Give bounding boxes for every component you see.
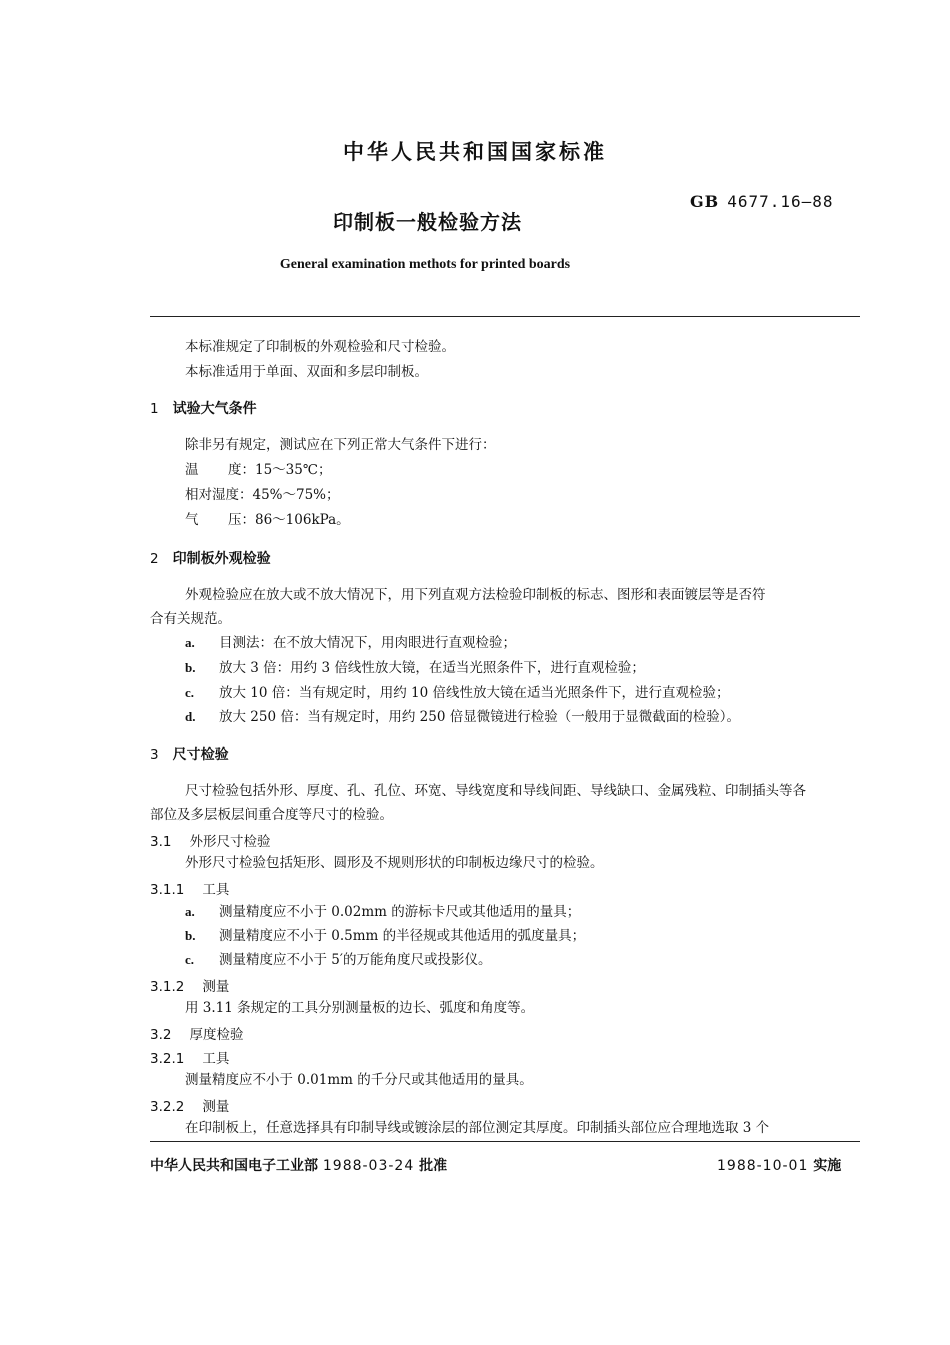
item-text: 放大 3 倍：用约 3 倍线性放大镜，在适当光照条件下，进行直观检验；	[219, 660, 645, 676]
approver: 中华人民共和国电子工业部	[150, 1158, 318, 1174]
subsection-3-1-heading	[150, 830, 270, 850]
item-label: a.	[185, 635, 195, 650]
subsection-3-1-text: 外形尺寸检验包括矩形、圆形及不规则形状的印制板边缘尺寸的检验。	[185, 855, 604, 871]
item-label: d.	[185, 709, 196, 724]
subsection-3-2-2-text: 在印制板上，任意选择具有印制导线或镀涂层的部位测定其厚度。印制插头部位应合理地选取 3 个	[185, 1120, 770, 1136]
condition-pressure	[185, 511, 350, 529]
implementation-date: 1988-10-01	[717, 1158, 809, 1174]
temperature-char-2: 度	[228, 462, 242, 478]
item-text: 测量精度应不小于 5′的万能角度尺或投影仪。	[219, 952, 492, 968]
condition-temperature	[185, 461, 331, 479]
item-label: a.	[185, 904, 195, 919]
approval-word: 批准	[419, 1158, 448, 1174]
subsection-3-1-1-heading	[150, 878, 229, 898]
subsection-title: 工具	[202, 1051, 230, 1067]
intro-line-1: 本标准规定了印制板的外观检验和尺寸检验。	[185, 339, 455, 355]
tool-item-c	[185, 951, 491, 969]
tool-item-a	[185, 903, 580, 921]
subsection-3-2-heading	[150, 1023, 243, 1043]
subsection-number: 3.1.2	[150, 979, 185, 995]
standard-header-title: 中华人民共和国国家标准	[343, 140, 607, 164]
implementation-word: 实施	[813, 1158, 842, 1174]
item-text: 测量精度应不小于 0.5mm 的半径规或其他适用的弧度量具；	[219, 928, 586, 944]
item-text: 放大 10 倍：当有规定时，用约 10 倍线性放大镜在适当光照条件下，进行直观检验；	[219, 685, 730, 701]
approval-date: 1988-03-24	[322, 1158, 415, 1174]
pressure-char-2: 压	[228, 512, 242, 528]
item-label: b.	[185, 660, 196, 675]
section-3-number: 3	[150, 747, 159, 763]
section-1-lead: 除非另有规定，测试应在下列正常大气条件下进行：	[185, 437, 496, 453]
document-title: 印制板一般检验方法	[333, 210, 522, 234]
intro-line-2: 本标准适用于单面、双面和多层印制板。	[185, 364, 428, 380]
section-1-title: 试验大气条件	[172, 401, 257, 417]
section-2-number: 2	[150, 551, 159, 567]
document-subtitle-english: General examination methots for printed boards	[279, 257, 571, 272]
section-2-heading	[150, 548, 271, 568]
subsection-3-1-2-heading	[150, 975, 229, 995]
footer-approval	[150, 1155, 447, 1175]
item-label: b.	[185, 928, 196, 943]
subsection-number: 3.2.1	[150, 1051, 185, 1067]
section-1-heading	[150, 398, 257, 418]
subsection-3-2-2-heading	[150, 1095, 229, 1115]
item-label: c.	[185, 952, 195, 967]
section-3-heading	[150, 744, 229, 764]
pressure-value: ：86～106kPa。	[241, 512, 350, 528]
footer-implementation	[717, 1155, 841, 1175]
tool-item-b	[185, 927, 585, 945]
temperature-char-1: 温	[185, 462, 199, 478]
section-2-item-a	[185, 634, 516, 652]
item-text: 放大 250 倍：当有规定时，用约 250 倍显微镜进行检验（一般用于显微截面的检验）。	[219, 709, 740, 725]
subsection-title: 厚度检验	[189, 1027, 244, 1043]
section-2-para-line-1: 外观检验应在放大或不放大情况下，用下列直观方法检验印制板的标志、图形和表面镀层等是否符	[185, 587, 766, 603]
section-2-item-d	[185, 708, 740, 726]
top-divider	[150, 316, 860, 317]
section-3-para-line-2: 部位及多层板层间重合度等尺寸的检验。	[150, 807, 393, 823]
item-text: 测量精度应不小于 0.02mm 的游标卡尺或其他适用的量具；	[219, 904, 581, 920]
subsection-number: 3.2.2	[150, 1099, 185, 1115]
subsection-number: 3.1	[150, 834, 172, 850]
subsection-number: 3.1.1	[150, 882, 185, 898]
section-1-number: 1	[150, 401, 159, 417]
subsection-3-2-1-text: 测量精度应不小于 0.01mm 的千分尺或其他适用的量具。	[185, 1072, 533, 1088]
condition-humidity: 相对湿度：45%～75%；	[185, 487, 340, 503]
standard-prefix: GB	[690, 192, 720, 211]
section-3-para-line-1: 尺寸检验包括外形、厚度、孔、孔位、环宽、导线宽度和导线间距、导线缺口、金属残粒、印制插头等各	[185, 783, 806, 799]
section-3-title: 尺寸检验	[172, 747, 229, 763]
subsection-title: 测量	[202, 1099, 230, 1115]
subsection-3-2-1-heading	[150, 1047, 229, 1067]
section-2-item-c	[185, 684, 730, 702]
item-label: c.	[185, 685, 195, 700]
bottom-divider	[150, 1141, 860, 1142]
item-text: 目测法：在不放大情况下，用肉眼进行直观检验；	[219, 635, 516, 651]
subsection-title: 工具	[202, 882, 230, 898]
section-2-title: 印制板外观检验	[172, 551, 271, 567]
pressure-char-1: 气	[185, 512, 199, 528]
section-2-item-b	[185, 659, 645, 677]
subsection-title: 外形尺寸检验	[189, 834, 271, 850]
subsection-3-1-2-text: 用 3.11 条规定的工具分别测量板的边长、弧度和角度等。	[185, 1000, 535, 1016]
section-2-para-line-2: 合有关规范。	[150, 611, 231, 627]
subsection-number: 3.2	[150, 1027, 172, 1043]
standard-code: 4677.16—88	[727, 192, 834, 211]
temperature-value: ：15～35℃；	[241, 462, 332, 478]
subsection-title: 测量	[202, 979, 230, 995]
